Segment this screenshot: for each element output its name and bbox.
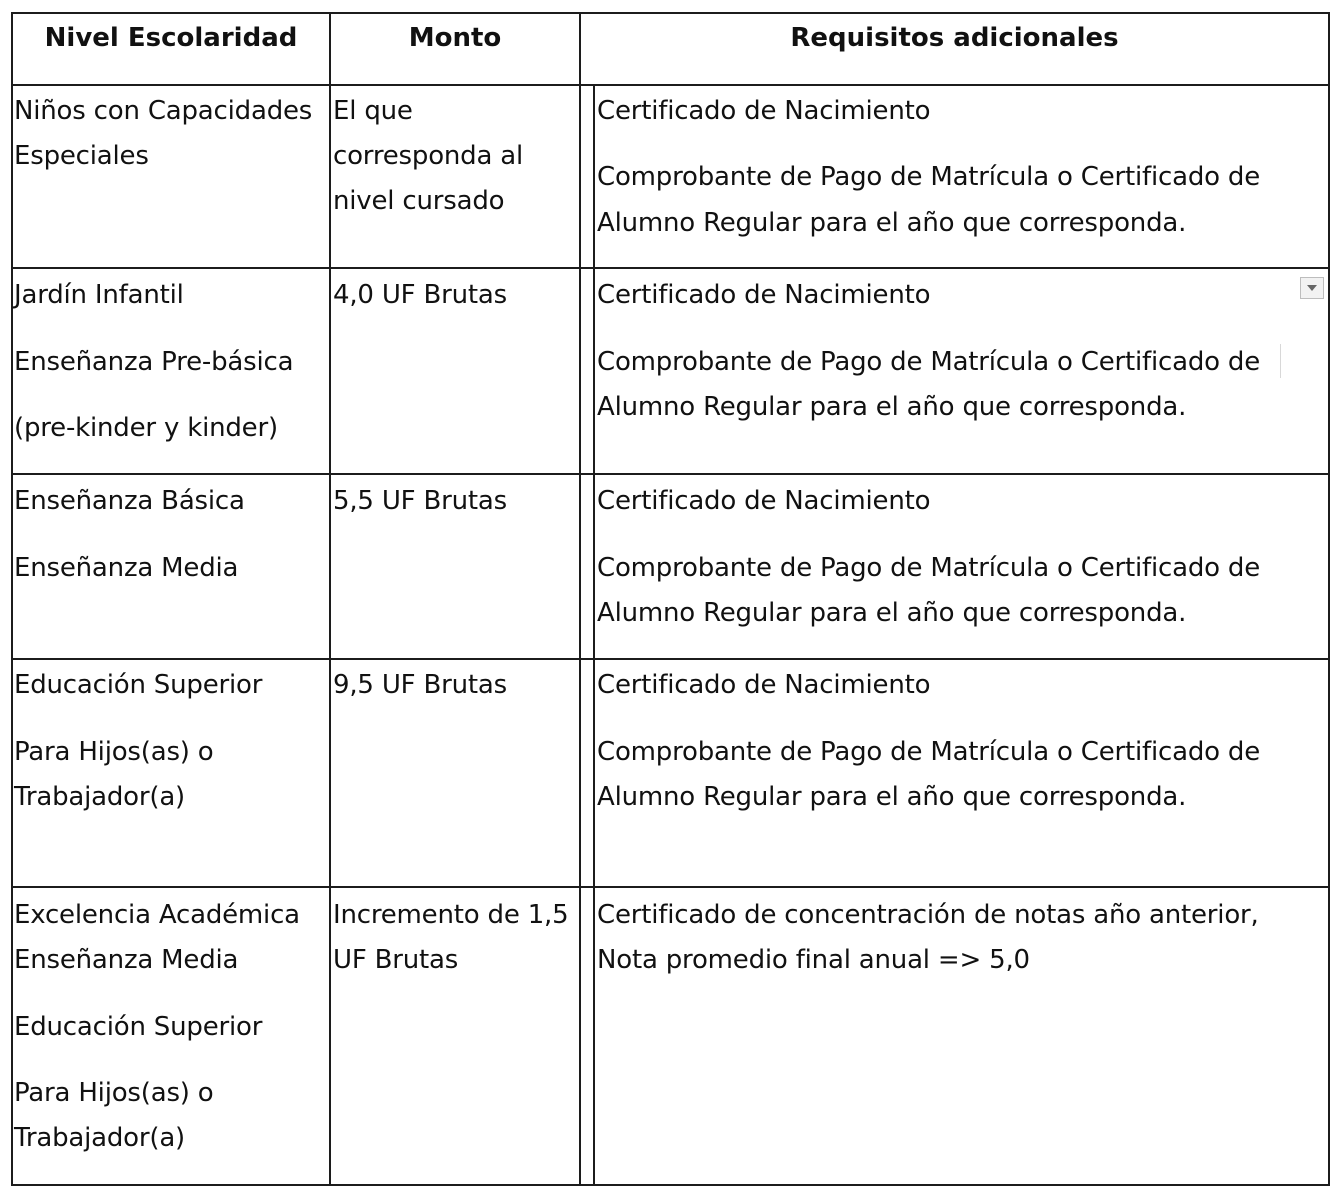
dropdown-arrow-icon[interactable] — [1300, 277, 1324, 299]
requisito-line: Comprobante de Pago de Matrícula o Certificado de — [597, 553, 1261, 583]
header-requisitos-adicionales: Requisitos adicionales — [790, 23, 1119, 53]
cell-edge-marker — [1280, 344, 1281, 378]
nivel-cell-line: Enseñanza Media — [14, 945, 239, 975]
column-divider — [579, 12, 581, 1186]
header-nivel-escolaridad: Nivel Escolaridad — [44, 23, 298, 53]
row-divider — [11, 658, 1330, 660]
requisito-line: Certificado de Nacimiento — [597, 486, 931, 516]
row-divider — [11, 267, 1330, 269]
nivel-cell-line: (pre-kinder y kinder) — [14, 413, 278, 443]
requisito-line: Alumno Regular para el año que corresponda. — [597, 598, 1187, 628]
row-divider — [11, 886, 1330, 888]
nivel-cell-line: Trabajador(a) — [14, 1123, 185, 1153]
table-border-left — [11, 12, 13, 1186]
nivel-cell-line: Para Hijos(as) o — [14, 737, 214, 767]
requisito-line: Alumno Regular para el año que corresponda. — [597, 782, 1187, 812]
monto-cell-line: UF Brutas — [333, 945, 459, 975]
requisito-line: Alumno Regular para el año que corresponda. — [597, 208, 1187, 238]
nivel-cell-line: Jardín Infantil — [14, 280, 184, 310]
header-divider — [11, 84, 1330, 86]
monto-cell-line: 9,5 UF Brutas — [333, 670, 507, 700]
nivel-cell-line: Para Hijos(as) o — [14, 1078, 214, 1108]
table-border-right — [1328, 12, 1330, 1186]
requisito-line: Nota promedio final anual => 5,0 — [597, 945, 1030, 975]
nivel-cell-line: Excelencia Académica — [14, 900, 300, 930]
requisito-line: Certificado de Nacimiento — [597, 96, 931, 126]
monto-cell-line: El que — [333, 96, 413, 126]
monto-cell-line: 4,0 UF Brutas — [333, 280, 507, 310]
requisito-line: Comprobante de Pago de Matrícula o Certificado de — [597, 347, 1261, 377]
nivel-cell-line: Especiales — [14, 141, 149, 171]
monto-cell-line: corresponda al — [333, 141, 524, 171]
nivel-cell-line: Niños con Capacidades — [14, 96, 313, 126]
requisito-line: Certificado de Nacimiento — [597, 670, 931, 700]
requisito-line: Certificado de concentración de notas año anterior, — [597, 900, 1259, 930]
monto-cell-line: Incremento de 1,5 — [333, 900, 569, 930]
table-border-top — [11, 12, 1330, 14]
header-monto: Monto — [408, 23, 502, 53]
nivel-cell-line: Enseñanza Media — [14, 553, 239, 583]
nivel-cell-line: Trabajador(a) — [14, 782, 185, 812]
table-border-bottom — [11, 1184, 1330, 1186]
nivel-cell-line: Enseñanza Pre-básica — [14, 347, 294, 377]
column-divider — [329, 12, 331, 1186]
requisito-line: Certificado de Nacimiento — [597, 280, 931, 310]
nivel-cell-line: Educación Superior — [14, 670, 263, 700]
monto-cell-line: 5,5 UF Brutas — [333, 486, 507, 516]
column-divider-inner — [593, 84, 595, 1186]
requisito-line: Comprobante de Pago de Matrícula o Certificado de — [597, 737, 1261, 767]
monto-cell-line: nivel cursado — [333, 186, 505, 216]
requisito-line: Alumno Regular para el año que corresponda. — [597, 392, 1187, 422]
nivel-cell-line: Educación Superior — [14, 1012, 263, 1042]
row-divider — [11, 473, 1330, 475]
requisito-line: Comprobante de Pago de Matrícula o Certificado de — [597, 162, 1261, 192]
nivel-cell-line: Enseñanza Básica — [14, 486, 245, 516]
